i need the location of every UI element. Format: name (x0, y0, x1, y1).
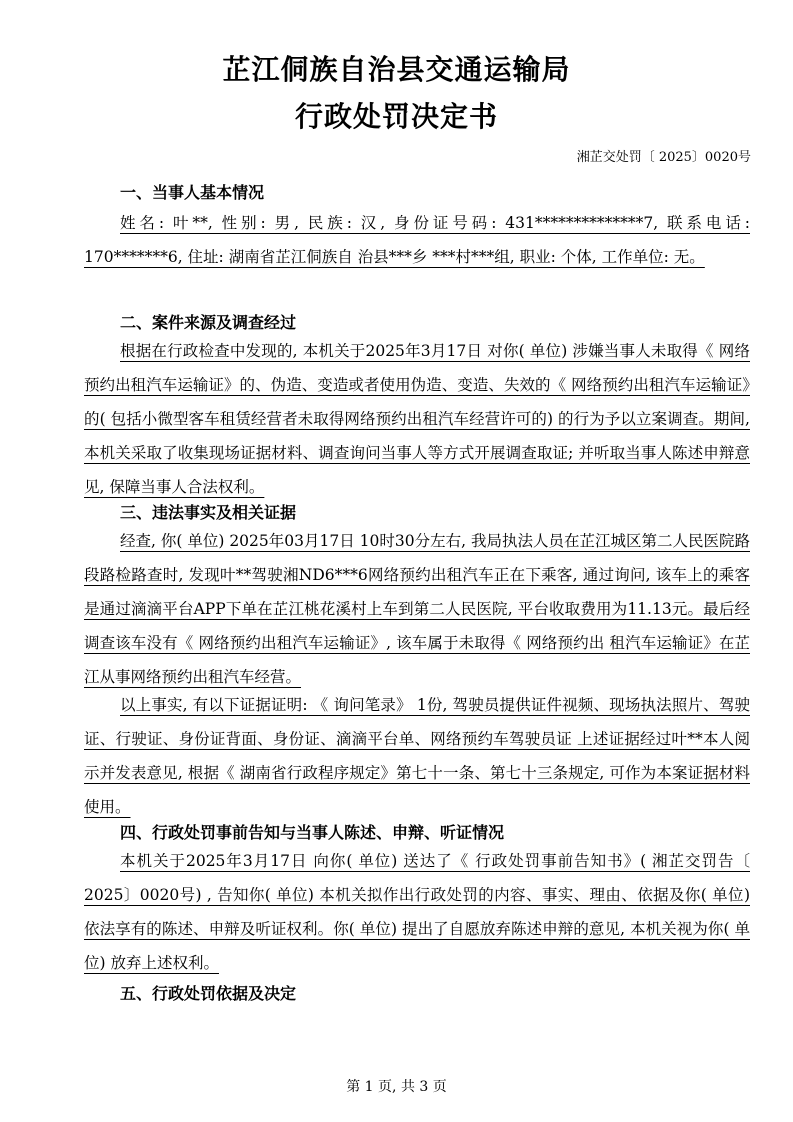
section-text-violation-facts: 经查, 你( 单位) 2025年03月17日 10时30分左右, 我局执法人员在芷江城区第二人民医院路段路检路查时, 发现叶**驾驶湘ND6***6网络预约出租汽车正在下乘客, 通过询问, 该车上的乘客是通过滴滴平台APP下单在芷江桃花溪村上车到第二人民医院, 平台收取费用为11.13元。最后经调查该车没有《 网络预约出租汽车运输证》, 该车属于未取得《 网络预约出 租汽车运输证》在芷江从事网络预约出租汽车经营。 (84, 532, 750, 686)
document-title: 行政处罚决定书 (294, 100, 498, 133)
section-heading-party-info: 一、当事人基本情况 (120, 183, 265, 202)
document-number: 湘芷交处罚〔 2025〕0020号 (576, 150, 751, 165)
section-heading-penalty-basis: 五、行政处罚依据及决定 (120, 984, 297, 1003)
section-heading-case-source: 二、案件来源及调查经过 (120, 313, 297, 332)
section-heading-prior-notice: 四、行政处罚事前告知与当事人陈述、申辩、听证情况 (120, 823, 505, 842)
section-text-prior-notice: 本机关于2025年3月17日 向你( 单位) 送达了《 行政处罚事前告知书》( 湘芷交罚告〔 2025〕0020号) , 告知你( 单位) 本机关拟作出行政处罚的内容、事实、理由、依据及你( 单位) 依法享有的陈述、申辩及听证权利。你( 单位) 提出了自愿放弃陈述申辩的意见, 本机关视为你( 单位) 放弃上述权利。 (84, 852, 750, 972)
section-text-case-source: 根据在行政检查中发现的, 本机关于2025年3月17日 对你( 单位) 涉嫌当事人未取得《 网络预约出租汽车运输证》的、伪造、变造或者使用伪造、变造、失效的《 网络预约出租汽车运输证》的( 包括小微型客车租赁经营者未取得网络预约出租汽车经营许可的) 的行为予以立案调查。期间, 本机关采取了收集现场证据材料、调查询问当事人等方式开展调查取证; 并听取当事人陈述申辩意见, 保障当事人合法权利。 (84, 342, 750, 496)
section-heading-violation-facts: 三、违法事实及相关证据 (120, 503, 297, 522)
section-text-evidence: 以上事实, 有以下证据证明: 《 询问笔录》 1份, 驾驶员提供证件视频、现场执法照片、驾驶证、行驶证、身份证背面、身份证、滴滴平台单、网络预约车驾驶员证 上述证据经过叶**本人阅示并发表意见, 根据《 湖南省行政程序规定》第七十一条、第七十三条规定, 可作为本案证据材料使用。 (84, 696, 750, 816)
section-text-party-info: 姓名: 叶**, 性别: 男, 民族: 汉, 身份证号码: 431**************7, 联系电话: 170*******6, 住址: 湖南省芷江侗族自 治县***乡 ***村***组, 职业: 个体, 工作单位: 无。 (84, 214, 750, 266)
agency-title: 芷江侗族自治县交通运输局 (222, 53, 571, 86)
page-footer: 第 1 页, 共 3 页 (346, 1079, 447, 1095)
